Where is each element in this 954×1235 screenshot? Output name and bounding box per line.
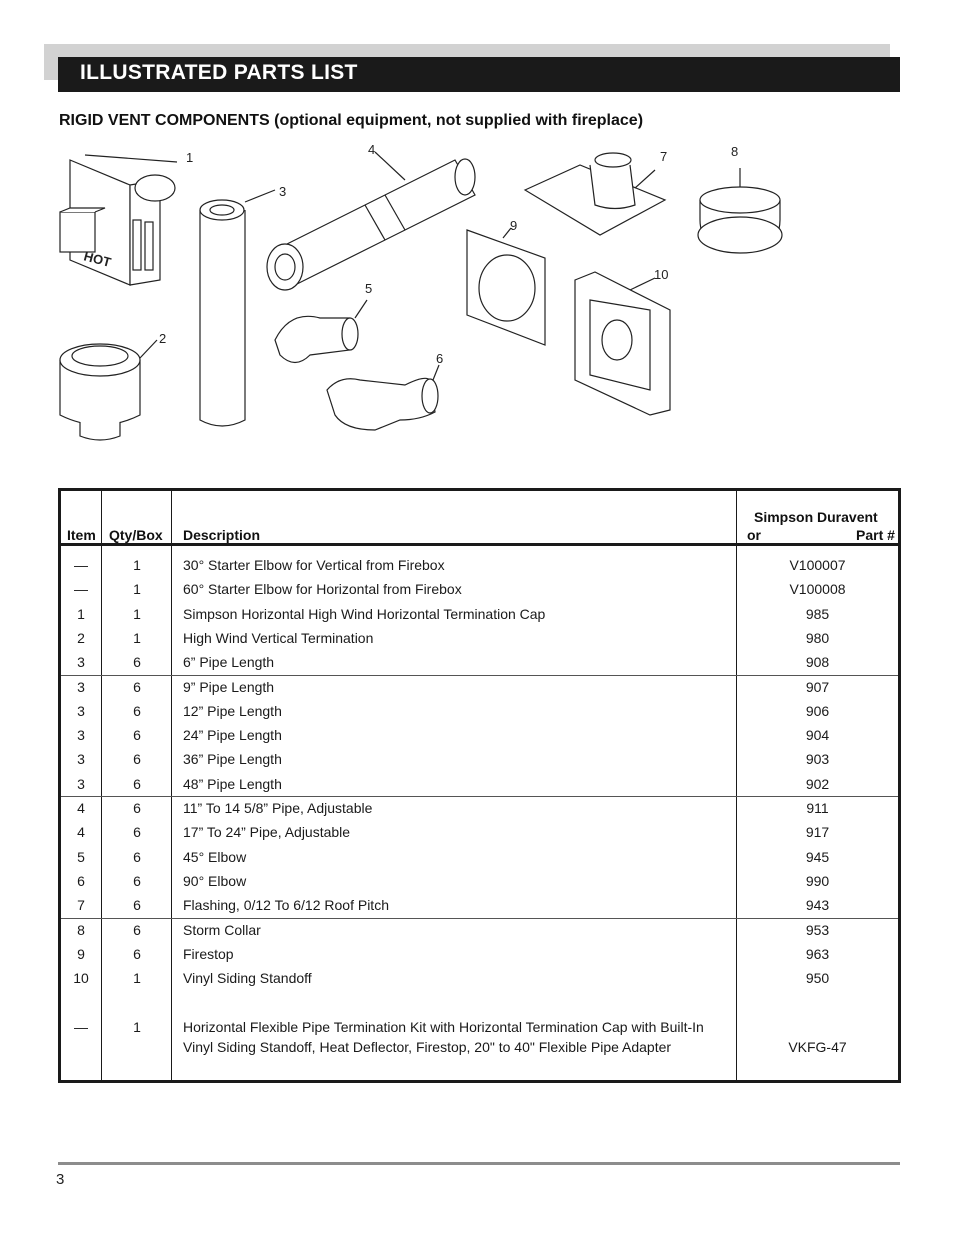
callout-7: 7	[660, 149, 668, 164]
callout-1: 1	[186, 150, 194, 165]
row-item: 3	[77, 727, 85, 743]
callout-4: 4	[368, 142, 376, 157]
header-qty: Qty/Box	[109, 527, 163, 543]
row-description: Horizontal Flexible Pipe Termination Kit with Horizontal Termination Cap with Built-In	[183, 1019, 704, 1035]
row-description: 24” Pipe Length	[183, 727, 282, 743]
header-description: Description	[183, 527, 261, 543]
row-item: 3	[77, 679, 85, 695]
row-qty: 6	[133, 727, 141, 743]
footer-rule	[58, 1162, 900, 1165]
row-qty: 1	[133, 606, 141, 622]
row-item: 8	[77, 922, 85, 938]
part-5-45-elbow-drawing	[275, 300, 367, 363]
row-description: 36” Pipe Length	[183, 751, 282, 767]
row-part-number: 911	[806, 800, 829, 816]
row-part-number: 903	[805, 751, 830, 767]
row-description: 60° Starter Elbow for Horizontal from Firebox	[183, 581, 462, 597]
hot-label: HOT	[82, 248, 113, 271]
row-description: Vinyl Siding Standoff	[183, 970, 312, 986]
row-qty: 6	[133, 922, 141, 938]
callout-6: 6	[436, 351, 444, 366]
row-qty: 1	[133, 1019, 141, 1035]
section-title: RIGID VENT COMPONENTS (optional equipment, not supplied with fireplace)	[59, 112, 644, 129]
row-item: 4	[77, 800, 85, 816]
part-4-adjustable-pipe-drawing	[267, 152, 475, 290]
row-part-number: 902	[805, 776, 830, 792]
row-item: 10	[73, 970, 89, 986]
row-group-separator	[61, 796, 898, 797]
row-qty: 6	[133, 873, 141, 889]
row-part-number: 907	[805, 679, 830, 695]
row-qty: 6	[133, 679, 141, 695]
row-part-number: 908	[805, 654, 830, 670]
callout-10: 10	[654, 267, 669, 282]
row-item: —	[74, 1019, 88, 1035]
part-3-pipe-length-drawing	[200, 190, 275, 426]
row-item: 3	[77, 776, 85, 792]
row-part-number: 906	[805, 703, 830, 719]
row-description: 45° Elbow	[183, 849, 247, 865]
part-1-termination-cap-drawing	[60, 155, 177, 285]
row-item: 9	[77, 946, 85, 962]
header-rule	[61, 543, 898, 546]
parts-diagram	[55, 140, 739, 440]
part-8-storm-collar-drawing	[698, 168, 782, 253]
row-item: 3	[77, 703, 85, 719]
parts-table	[58, 488, 901, 1083]
row-qty: 6	[133, 946, 141, 962]
row-part-number: 990	[805, 873, 830, 889]
header-part-or: or	[747, 527, 761, 543]
title-banner	[58, 57, 900, 92]
row-item: —	[74, 581, 88, 597]
row-qty: 6	[133, 849, 141, 865]
callout-8: 8	[731, 144, 739, 159]
row-description: 11” To 14 5/8” Pipe, Adjustable	[183, 800, 373, 816]
row-description: 30° Starter Elbow for Vertical from Firebox	[183, 557, 445, 573]
page-title: ILLUSTRATED PARTS LIST	[80, 61, 358, 84]
row-group-separator	[61, 918, 898, 919]
row-part-number: 963	[805, 946, 830, 962]
row-description: 90° Elbow	[183, 873, 247, 889]
row-item: 4	[77, 824, 85, 840]
row-part-number: VKFG-47	[788, 1039, 847, 1055]
part-6-90-elbow-drawing	[327, 365, 439, 430]
row-part-number: 953	[805, 922, 830, 938]
row-qty: 6	[133, 897, 141, 913]
row-part-number: 943	[805, 897, 830, 913]
row-part-number: 985	[805, 606, 830, 622]
header-part-line1: Simpson Duravent	[754, 509, 878, 525]
part-2-vertical-termination-drawing	[60, 340, 157, 440]
part-10-siding-standoff-drawing	[575, 272, 670, 415]
row-item: 5	[77, 849, 85, 865]
header-part-number: Part #	[856, 527, 895, 543]
row-description: 12” Pipe Length	[183, 703, 282, 719]
row-qty: 1	[133, 557, 141, 573]
row-part-number: 945	[805, 849, 830, 865]
row-item: 3	[77, 654, 85, 670]
callout-5: 5	[365, 281, 373, 296]
row-item: 2	[77, 630, 85, 646]
row-item: 6	[77, 873, 85, 889]
row-part-number: 980	[805, 630, 830, 646]
row-part-number: 950	[805, 970, 830, 986]
row-group-separator	[61, 675, 898, 676]
row-part-number: 904	[805, 727, 830, 743]
row-item: 7	[77, 897, 85, 913]
row-description: Firestop	[183, 946, 234, 962]
row-description: 17” To 24” Pipe, Adjustable	[183, 824, 351, 840]
row-description: 9” Pipe Length	[183, 679, 275, 695]
row-description: 48” Pipe Length	[183, 776, 282, 792]
row-qty: 6	[133, 751, 141, 767]
row-part-number: V100007	[789, 557, 846, 573]
row-qty: 1	[133, 581, 141, 597]
row-description: Flashing, 0/12 To 6/12 Roof Pitch	[183, 897, 389, 913]
header-item: Item	[67, 527, 96, 543]
row-item: 3	[77, 751, 85, 767]
row-qty: 6	[133, 800, 141, 816]
row-description: High Wind Vertical Termination	[183, 630, 374, 646]
row-description-continued: Vinyl Siding Standoff, Heat Deflector, Firestop, 20" to 40" Flexible Pipe Adapter	[183, 1039, 672, 1055]
page-number: 3	[56, 1171, 65, 1188]
callout-2: 2	[159, 331, 167, 346]
row-description: Storm Collar	[183, 922, 261, 938]
row-description: Simpson Horizontal High Wind Horizontal Termination Cap	[183, 606, 546, 622]
row-qty: 1	[133, 630, 141, 646]
row-qty: 1	[133, 970, 141, 986]
row-item: —	[74, 557, 88, 573]
row-qty: 6	[133, 654, 141, 670]
callout-9: 9	[510, 218, 518, 233]
row-part-number: V100008	[789, 581, 846, 597]
row-item: 1	[77, 606, 85, 622]
part-7-flashing-drawing	[525, 153, 665, 235]
row-qty: 6	[133, 703, 141, 719]
callout-3: 3	[279, 184, 287, 199]
row-qty: 6	[133, 824, 141, 840]
row-qty: 6	[133, 776, 141, 792]
row-part-number: 917	[805, 824, 830, 840]
row-description: 6” Pipe Length	[183, 654, 275, 670]
part-9-firestop-drawing	[467, 228, 545, 345]
